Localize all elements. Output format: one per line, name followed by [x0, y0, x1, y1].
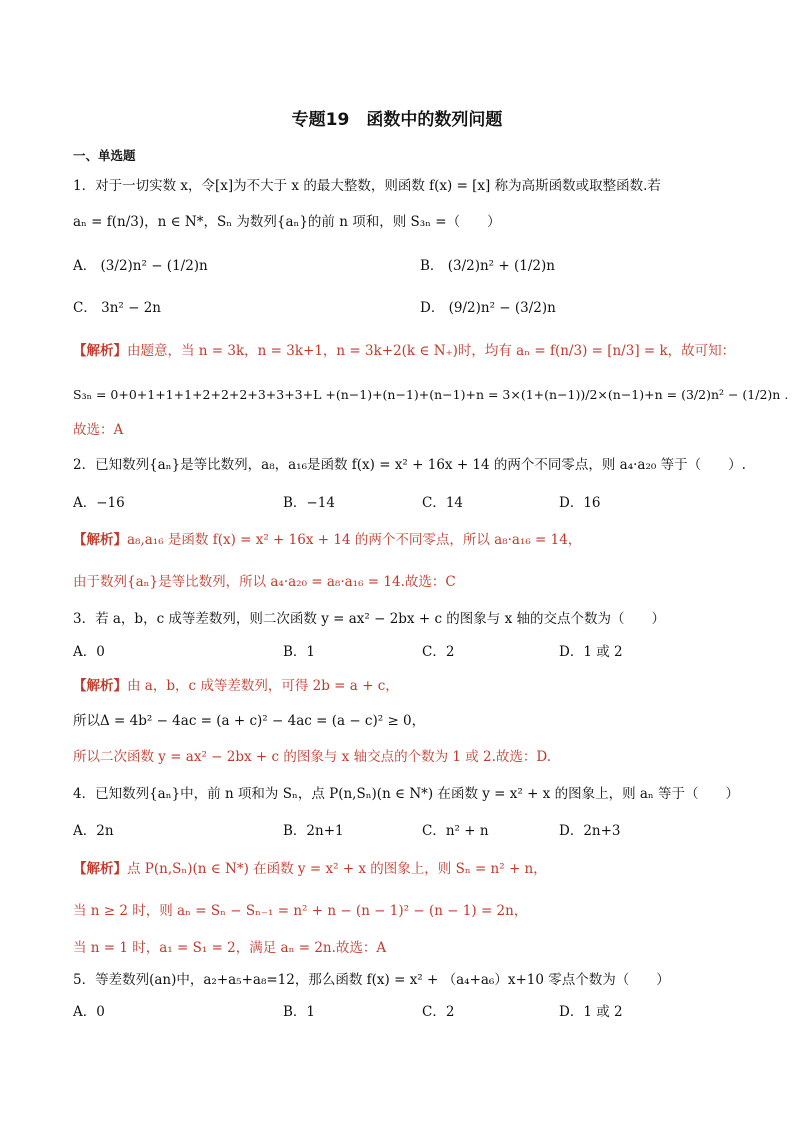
q2-analysis-text: a₈,a₁₆ 是函数 f(x) = x² + 16x + 14 的两个不同零点，所以 a₈·a₁₆ = 14，: [127, 532, 582, 548]
q4-option-a: A．2n: [73, 823, 114, 839]
q2-options-row: [73, 493, 601, 513]
q3-analysis-line1: [73, 676, 399, 696]
q1-answer: 故选：A: [73, 422, 124, 438]
q1-analysis-tag: 【解析】: [73, 343, 127, 359]
q3-option-b: B．1: [283, 644, 316, 660]
q2-option-b: B．−14: [283, 495, 335, 511]
q2-option-d: D．16: [559, 495, 601, 511]
q4-option-d: D．2n+3: [559, 823, 621, 839]
q4-analysis-line1: [73, 859, 547, 879]
q3-options-row: [73, 642, 623, 662]
q1-option-a: A． (3/2)n² − (1/2)n: [73, 258, 208, 274]
q3-stem: 3．若 a，b，c 成等差数列，则二次函数 y = ax² − 2bx + c 的图象与 x 轴的交点个数为（ ）: [73, 611, 665, 627]
section-heading: 一、单选题: [73, 148, 136, 163]
q2-analysis-line1: [73, 530, 581, 550]
q5-option-c: C．2: [422, 1004, 455, 1020]
q3-analysis-text: 由 a，b，c 成等差数列，可得 2b = a + c，: [127, 678, 399, 694]
q2-option-c: C．14: [422, 495, 464, 511]
q1-option-d: D． (9/2)n² − (3/2)n: [420, 300, 556, 316]
q4-option-c: C．n² + n: [422, 823, 489, 839]
q1-stem-line2: aₙ = f(n/3)，n ∈ N*，Sₙ 为数列{aₙ}的前 n 项和，则 S₃ₙ =（ ）: [73, 214, 501, 230]
q4-analysis-line2: 当 n ≥ 2 时，则 aₙ = Sₙ − Sₙ₋₁ = n² + n − (n − 1)² − (n − 1) = 2n，: [73, 903, 528, 919]
q5-option-d: D．1 或 2: [559, 1004, 623, 1020]
q5-options-row: [73, 1002, 623, 1022]
q5-option-b: B．1: [283, 1004, 316, 1020]
q1-analysis-line1: [73, 341, 735, 361]
q4-stem: 4．已知数列{aₙ}中，前 n 项和为 Sₙ，点 P(n,Sₙ)(n ∈ N*) 在函数 y = x² + x 的图象上，则 aₙ 等于（ ）: [73, 786, 740, 802]
q4-option-b: B．2n+1: [283, 823, 344, 839]
q3-analysis-line3: 所以二次函数 y = ax² − 2bx + c 的图象与 x 轴交点的个数为 1 或 2.故选：D.: [73, 749, 552, 765]
q4-options-row: [73, 821, 621, 841]
q1-options-row2: [73, 298, 556, 318]
q1-options-row1: [73, 256, 555, 276]
q4-analysis-tag: 【解析】: [73, 861, 127, 877]
q4-analysis-line3: 当 n = 1 时，a₁ = S₁ = 2，满足 aₙ = 2n.故选：A: [73, 940, 387, 956]
q5-option-a: A．0: [73, 1004, 105, 1020]
q3-option-d: D．1 或 2: [559, 644, 623, 660]
q2-analysis-line2: 由于数列{aₙ}是等比数列，所以 a₄·a₂₀ = a₈·a₁₆ = 14.故选：C: [73, 574, 456, 590]
q2-analysis-tag: 【解析】: [73, 532, 127, 548]
page-title: 专题19 函数中的数列问题: [291, 110, 503, 130]
q5-stem: 5．等差数列(an)中，a₂+a₅+a₈=12，那么函数 f(x) = x² + （a₄+a₆）x+10 零点个数为（ ）: [73, 972, 670, 988]
q3-analysis-tag: 【解析】: [73, 678, 127, 694]
q1-option-c: C． 3n² − 2n: [73, 300, 161, 316]
q2-option-a: A．−16: [73, 495, 125, 511]
q1-stem-line1: 1．对于一切实数 x，令[x]为不大于 x 的最大整数，则函数 f(x) = [x] 称为高斯函数或取整函数.若: [73, 178, 661, 194]
q2-stem: 2．已知数列{aₙ}是等比数列，a₈，a₁₆是函数 f(x) = x² + 16x + 14 的两个不同零点，则 a₄·a₂₀ 等于（ ）.: [73, 457, 746, 473]
q3-option-a: A．0: [73, 644, 105, 660]
q1-analysis-text: 由题意，当 n = 3k，n = 3k+1，n = 3k+2(k ∈ N₊)时，均有 aₙ = f(n/3) = [n/3] = k，故可知：: [127, 343, 736, 359]
q4-analysis-text: 点 P(n,Sₙ)(n ∈ N*) 在函数 y = x² + x 的图象上，则 Sₙ = n² + n，: [127, 861, 547, 877]
q1-option-b: B． (3/2)n² + (1/2)n: [420, 258, 555, 274]
q1-analysis-line2: S₃ₙ = 0+0+1+1+1+2+2+2+3+3+3+L +(n−1)+(n−1)+(n−1)+n = 3×(1+(n−1))/2×(n−1)+n = (3/2)n² − (1/2)n .: [73, 387, 789, 402]
q3-analysis-line2: 所以Δ = 4b² − 4ac = (a + c)² − 4ac = (a − c)² ≥ 0，: [73, 713, 426, 729]
q3-option-c: C．2: [422, 644, 455, 660]
